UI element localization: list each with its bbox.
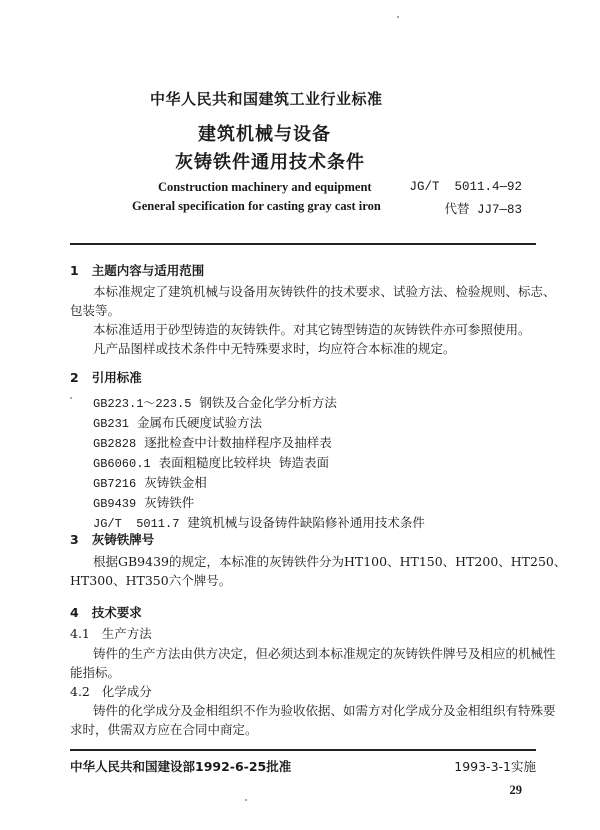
reference-title: 金属布氏硬度试验方法 xyxy=(137,415,263,430)
section-1-paragraph-3: 凡产品图样或技术条件中无特殊要求时，均应符合本标准的规定。 xyxy=(93,341,456,356)
subsection-4-1-paragraph-b: 能指标。 xyxy=(70,665,121,680)
section-1-paragraph-1b: 包装等。 xyxy=(70,303,121,318)
standard-code: JG/T 5011.4—92 xyxy=(409,180,522,194)
title-line-1: 建筑机械与设备 xyxy=(198,124,331,145)
section-4-heading: 4 技术要求 xyxy=(70,605,142,620)
reference-item xyxy=(93,413,262,431)
section-1-heading: 1 主题内容与适用范围 xyxy=(70,263,205,278)
reference-code: GB6060.1 xyxy=(93,457,151,471)
reference-title: 钢铁及合金化学分析方法 xyxy=(199,395,337,410)
reference-item xyxy=(93,433,332,451)
subsection-4-1-heading: 4.1 生产方法 xyxy=(70,626,152,641)
reference-item xyxy=(93,393,337,411)
subsection-4-2-heading: 4.2 化学成分 xyxy=(70,684,152,699)
scan-speck xyxy=(245,799,247,801)
implementation-date: 1993-3-1实施 xyxy=(454,759,536,774)
page-number: 29 xyxy=(509,783,522,797)
reference-item xyxy=(93,453,329,471)
reference-code: GB2828 xyxy=(93,437,137,451)
reference-code: GB223.1～223.5 xyxy=(93,397,192,411)
reference-code: GB9439 xyxy=(93,497,137,511)
reference-item xyxy=(93,493,194,511)
subsection-4-1-paragraph-a: 铸件的生产方法由供方决定，但必须达到本标准规定的灰铸铁件牌号及相应的机械性 xyxy=(93,646,556,661)
reference-title: 逐批检查中计数抽样程序及抽样表 xyxy=(144,435,332,450)
scan-speck xyxy=(70,397,72,399)
reference-code: JG/T 5011.7 xyxy=(93,517,180,531)
reference-code: GB231 xyxy=(93,417,130,431)
approval-date: 中华人民共和国建设部1992-6-25批准 xyxy=(70,759,292,774)
footer-rule xyxy=(70,749,536,751)
english-title-line-2: General specification for casting gray cast iron xyxy=(132,199,381,213)
standard-category: 中华人民共和国建筑工业行业标准 xyxy=(150,90,383,108)
section-3-heading: 3 灰铸铁牌号 xyxy=(70,532,155,547)
subsection-4-2-paragraph-a: 铸件的化学成分及金相组织不作为验收依据、如需方对化学成分及金相组织有特殊要 xyxy=(93,703,556,718)
reference-title: 建筑机械与设备铸件缺陷修补通用技术条件 xyxy=(187,515,425,530)
reference-title: 灰铸铁金相 xyxy=(144,475,207,490)
replaces-code: 代替 JJ7—83 xyxy=(444,203,522,217)
title-line-2: 灰铸铁件通用技术条件 xyxy=(175,152,365,173)
reference-code: GB7216 xyxy=(93,477,137,491)
reference-item xyxy=(93,473,207,491)
section-1-paragraph-1a: 本标准规定了建筑机械与设备用灰铸铁件的技术要求、试验方法、检验规则、标志、 xyxy=(93,284,556,299)
reference-title: 表面粗糙度比较样块 铸造表面 xyxy=(158,455,330,470)
english-title-line-1: Construction machinery and equipment xyxy=(158,180,372,194)
section-1-paragraph-2: 本标准适用于砂型铸造的灰铸铁件。对其它铸型铸造的灰铸铁件亦可参照使用。 xyxy=(93,322,531,337)
section-3-paragraph-b: HT300、HT350六个牌号。 xyxy=(70,573,232,588)
reference-item xyxy=(93,513,425,531)
section-3-paragraph-a: 根据GB9439的规定，本标准的灰铸铁件分为HT100、HT150、HT200、HT250、 xyxy=(93,554,567,569)
scan-speck xyxy=(397,16,399,18)
reference-title: 灰铸铁件 xyxy=(144,495,195,510)
header-rule xyxy=(70,243,536,245)
subsection-4-2-paragraph-b: 求时，供需双方应在合同中商定。 xyxy=(70,722,258,737)
section-2-heading: 2 引用标准 xyxy=(70,370,142,385)
